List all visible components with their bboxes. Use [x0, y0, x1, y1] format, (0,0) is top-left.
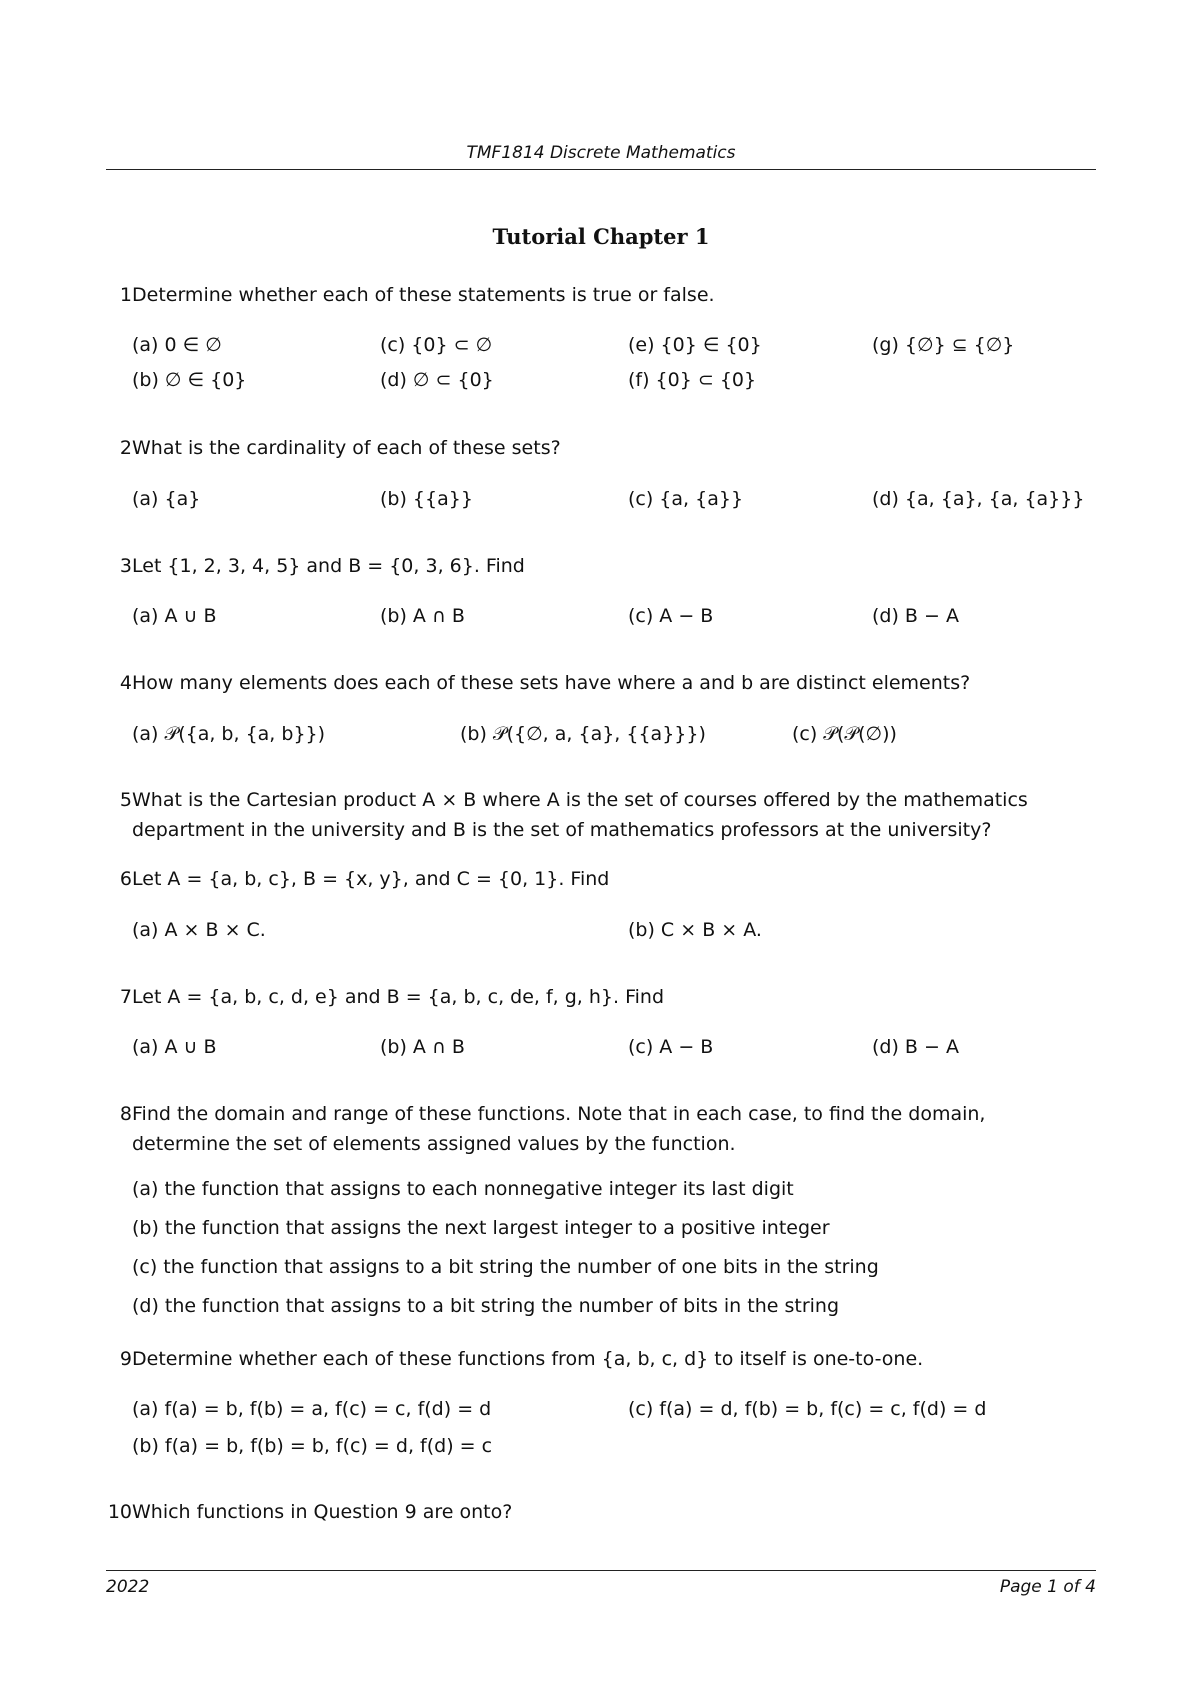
q4-part-b: (b) 𝒫({∅, a, {a}, {{a}}}): [460, 723, 706, 745]
page-number: Page 1 of 4: [999, 1577, 1096, 1597]
q2-part-c: (c) {a, {a}}: [628, 488, 744, 510]
q8-part-b: (b) the function that assigns the next largest integer to a positive integer: [132, 1217, 830, 1239]
q9-part-a: (a) f(a) = b, f(b) = a, f(c) = c, f(d) = d: [132, 1398, 492, 1420]
question-number: 9: [119, 1348, 132, 1370]
question-number: 3: [119, 555, 132, 577]
question-number: 8: [119, 1103, 132, 1125]
question-text: What is the Cartesian product A × B where A is the set of courses offered by the mathematics department in the university and B is the set of mathematics professors at the university?: [132, 789, 1028, 841]
q1-part-f: (f) {0} ⊂ {0}: [628, 369, 757, 391]
q1-part-g: (g) {∅} ⊆ {∅}: [872, 334, 1015, 356]
question-text: How many elements does each of these sets have where a and b are distinct elements?: [132, 672, 971, 694]
question-text: Which functions in Question 9 are onto?: [132, 1501, 513, 1523]
q8-part-a: (a) the function that assigns to each nonnegative integer its last digit: [132, 1178, 794, 1200]
q4-part-a: (a) 𝒫({a, b, {a, b}}): [132, 723, 326, 745]
q7-part-c: (c) A − B: [628, 1036, 714, 1058]
q1-part-c: (c) {0} ⊂ ∅: [380, 334, 493, 356]
q6-part-b: (b) C × B × A.: [628, 919, 762, 941]
q1-part-b: (b) ∅ ∈ {0}: [132, 369, 247, 391]
question-number: 6: [119, 868, 132, 890]
question-text: What is the cardinality of each of these sets?: [132, 437, 561, 459]
question-text: Let A = {a, b, c, d, e} and B = {a, b, c, de, f, g, h}. Find: [132, 986, 665, 1008]
q1-part-e: (e) {0} ∈ {0}: [628, 334, 762, 356]
question-text: Determine whether each of these statements is true or false.: [132, 284, 715, 306]
q3-part-d: (d) B − A: [872, 605, 959, 627]
q9-part-c: (c) f(a) = d, f(b) = b, f(c) = c, f(d) = d: [628, 1398, 987, 1420]
q7-part-d: (d) B − A: [872, 1036, 959, 1058]
q7-part-a: (a) A ∪ B: [132, 1036, 217, 1058]
question-number: 1: [119, 284, 132, 306]
question-number: 5: [119, 789, 132, 811]
question-text: Let {1, 2, 3, 4, 5} and B = {0, 3, 6}. Find: [132, 555, 525, 577]
question-number: 10: [107, 1501, 132, 1523]
footer-year: 2022: [106, 1577, 150, 1597]
page-title: Tutorial Chapter 1: [492, 224, 710, 249]
question-number: 4: [119, 672, 132, 694]
q1-part-a: (a) 0 ∈ ∅: [132, 334, 222, 356]
q9-part-b: (b) f(a) = b, f(b) = b, f(c) = d, f(d) = c: [132, 1435, 493, 1457]
footer-rule: [106, 1570, 1096, 1571]
q8-part-d: (d) the function that assigns to a bit string the number of bits in the string: [132, 1295, 840, 1317]
q2-part-a: (a) {a}: [132, 488, 201, 510]
q1-part-d: (d) ∅ ⊂ {0}: [380, 369, 494, 391]
q4-part-c: (c) 𝒫(𝒫(∅)): [792, 723, 897, 745]
question-text: Find the domain and range of these functions. Note that in each case, to find the domain, determine the set of elements assigned values by the function.: [132, 1103, 986, 1155]
q8-part-c: (c) the function that assigns to a bit string the number of one bits in the string: [132, 1256, 879, 1278]
header-rule: [106, 169, 1096, 170]
question-8: [106, 1099, 1096, 1159]
q6-part-a: (a) A × B × C.: [132, 919, 266, 941]
question-number: 7: [119, 986, 132, 1008]
question-text: Let A = {a, b, c}, B = {x, y}, and C = {0, 1}. Find: [132, 868, 610, 890]
q3-part-c: (c) A − B: [628, 605, 714, 627]
question-number: 2: [119, 437, 132, 459]
q3-part-a: (a) A ∪ B: [132, 605, 217, 627]
question-5: [106, 785, 1096, 845]
q7-part-b: (b) A ∩ B: [380, 1036, 465, 1058]
q3-part-b: (b) A ∩ B: [380, 605, 465, 627]
header-course-title: TMF1814 Discrete Mathematics: [466, 143, 736, 163]
q2-part-d: (d) {a, {a}, {a, {a}}}: [872, 488, 1085, 510]
q2-part-b: (b) {{a}}: [380, 488, 473, 510]
question-text: Determine whether each of these functions from {a, b, c, d} to itself is one-to-one.: [132, 1348, 924, 1370]
